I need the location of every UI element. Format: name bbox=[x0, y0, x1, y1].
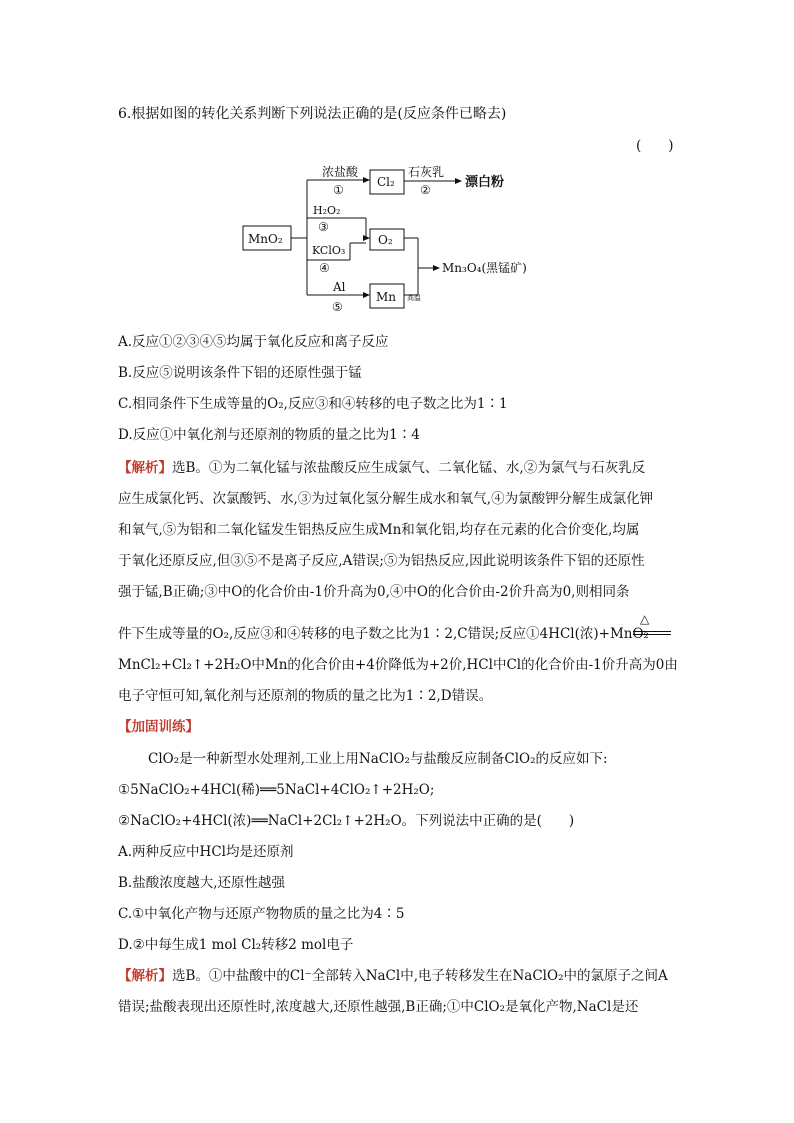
option-b: B.反应⑤说明该条件下铝的还原性强于锰 bbox=[118, 365, 362, 381]
n5-label: ⑤ bbox=[332, 300, 343, 314]
practice-eq-1: ①5NaClO₂+4HCl(稀)══5NaCl+4ClO₂↑+2H₂O; bbox=[118, 782, 435, 798]
practice-analysis-tag: 【解析】 bbox=[118, 968, 172, 984]
option-c: C.相同条件下生成等量的O₂,反应③和④转移的电子数之比为1∶1 bbox=[118, 396, 508, 412]
start-label: MnO₂ bbox=[248, 232, 283, 246]
analysis-line-4: 于氧化还原反应,但③⑤不是离子反应,A错误;⑤为铝热反应,因此说明该条件下铝的还原性 bbox=[118, 553, 645, 569]
practice-option-d: D.②中每生成1 mol Cl₂转移2 mol电子 bbox=[118, 937, 354, 953]
heat-symbol: △ bbox=[640, 612, 650, 626]
option-d: D.反应①中氧化剂与还原剂的物质的量之比为1∶4 bbox=[118, 427, 420, 443]
cl2-label: Cl₂ bbox=[377, 175, 395, 189]
answer-paren: ( ) bbox=[636, 138, 674, 154]
ore-label: Mn₃O₄(黑锰矿) bbox=[442, 261, 527, 275]
n4-label: ④ bbox=[319, 261, 330, 275]
o2-label: O₂ bbox=[378, 233, 393, 247]
analysis-line-2: 应生成氯化钙、次氯酸钙、水,③为过氧化氢分解生成水和氧气,④为氯酸钾分解生成氯化钾 bbox=[118, 491, 654, 507]
lime-label: 石灰乳 bbox=[408, 165, 445, 179]
n3-label: ③ bbox=[318, 220, 329, 234]
practice-tag: 【加固训练】 bbox=[118, 719, 199, 735]
question-stem: 6.根据如图的转化关系判断下列说法正确的是(反应条件已略去) bbox=[118, 106, 507, 122]
practice-analysis-line-2: 错误;盐酸表现出还原性时,浓度越大,还原性越强,B正确;①中ClO₂是氧化产物,NaCl是还 bbox=[118, 999, 639, 1015]
h2o2-label: H₂O₂ bbox=[313, 204, 341, 217]
heat-label: 高温 bbox=[407, 294, 421, 302]
kclo3-label: KClO₃ bbox=[312, 244, 346, 257]
conc-hcl-label: 浓盐酸 bbox=[322, 165, 359, 179]
al-label: Al bbox=[333, 280, 346, 294]
mn-label: Mn bbox=[376, 290, 397, 304]
practice-option-c: C.①中氧化产物与还原产物物质的量之比为4∶5 bbox=[118, 906, 405, 922]
option-a: A.反应①②③④⑤均属于氧化反应和离子反应 bbox=[118, 334, 389, 350]
analysis-line-1: 【解析】选B。①为二氧化锰与浓盐酸反应生成氯气、二氧化锰、水,②为氯气与石灰乳反 bbox=[118, 460, 646, 476]
equals-sign bbox=[633, 631, 671, 635]
analysis-line-3: 和氧气,⑤为铝和二氧化锰发生铝热反应生成Mn和氧化铝,均存在元素的化合价变化,均属 bbox=[118, 522, 640, 538]
analysis-tag: 【解析】 bbox=[118, 460, 172, 476]
analysis-line-6: 件下生成等量的O₂,反应③和④转移的电子数之比为1∶2,C错误;反应①4HCl(浓)+MnO₂ bbox=[118, 626, 649, 642]
practice-option-a: A.两种反应中HCl均是还原剂 bbox=[118, 844, 294, 860]
bleach-label: 漂白粉 bbox=[465, 175, 505, 190]
n2-label: ② bbox=[420, 183, 431, 197]
n1-label: ① bbox=[333, 183, 344, 197]
analysis-line-5: 强于锰,B正确;③中O的化合价由-1价升高为0,④中O的化合价由-2价升高为0,则相同条 bbox=[118, 584, 630, 600]
practice-option-b: B.盐酸浓度越大,还原性越强 bbox=[118, 875, 286, 891]
analysis-line-8: 电子守恒可知,氧化剂与还原剂的物质的量之比为1∶2,D错误。 bbox=[118, 688, 493, 704]
practice-eq-2: ②NaClO₂+4HCl(浓)══NaCl+2Cl₂↑+2H₂O。下列说法中正确的是( ) bbox=[118, 813, 575, 829]
practice-analysis-line-1: 【解析】选B。①中盐酸中的Cl⁻全部转入NaCl中,电子转移发生在NaClO₂中的氯原子之间A bbox=[118, 968, 668, 984]
analysis-line-7: MnCl₂+Cl₂↑+2H₂O中Mn的化合价由+4价降低为+2价,HCl中Cl的化合价由-1价升高为0由 bbox=[118, 657, 678, 673]
practice-intro: ClO₂是一种新型水处理剂,工业上用NaClO₂与盐酸反应制备ClO₂的反应如下: bbox=[148, 751, 608, 767]
